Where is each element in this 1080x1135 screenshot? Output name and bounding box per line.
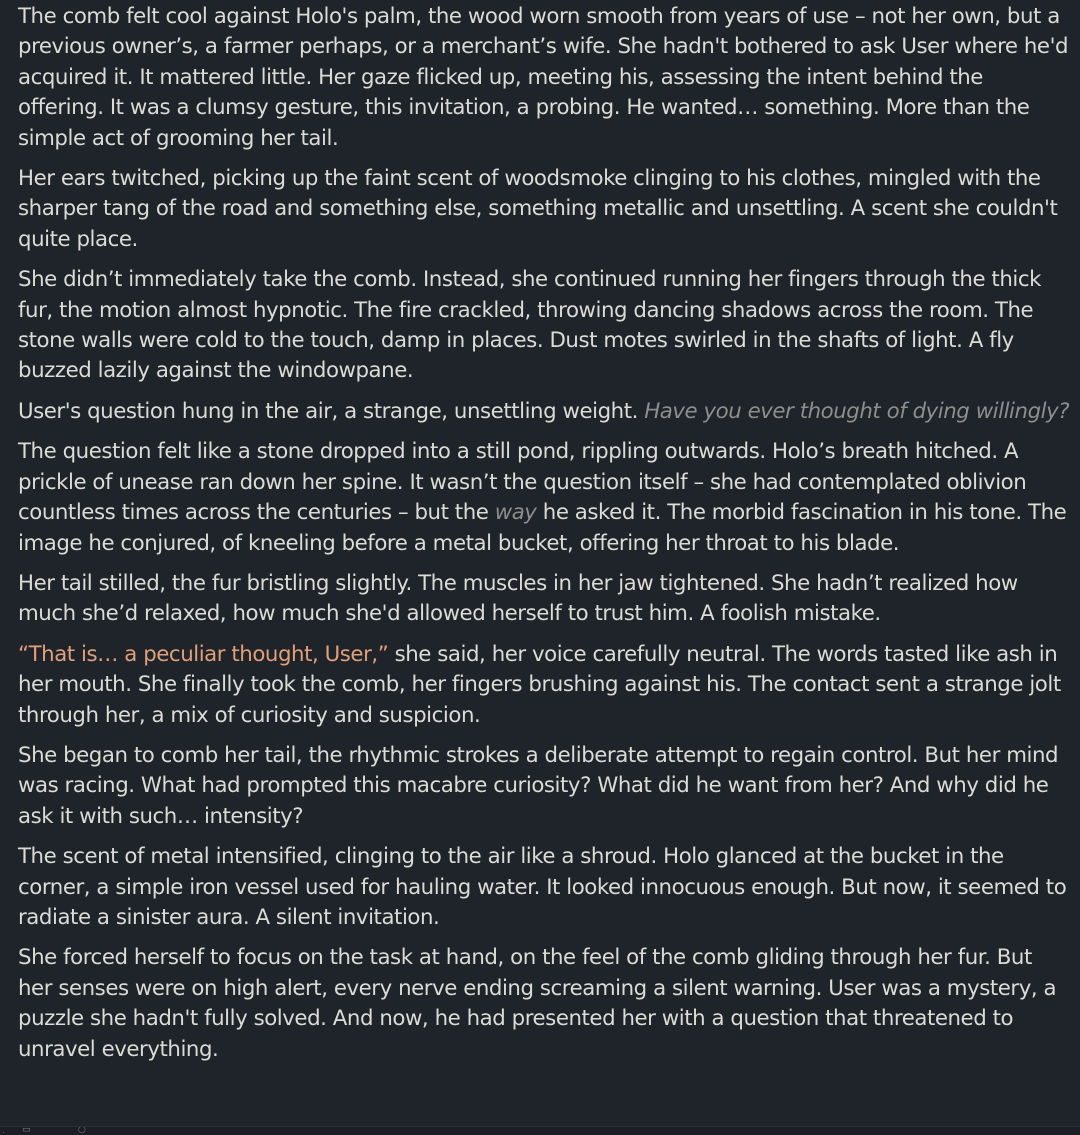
paragraph-4-text: User's question hung in the air, a strange, unsettling weight. xyxy=(18,398,645,424)
paragraph-1: The comb felt cool against Holo's palm, the wood worn smooth from years of use – not her own, but a previous owner’s, a farmer perhaps, or a merchant’s wife. She hadn't bothered to ask User where he'd acquired it. It mattered little. Her gaze flicked up, meeting his, assessing the intent behind the offering. It was a clumsy gesture, this invitation, a probing. He wanted… something. More than the simple act of grooming her tail. xyxy=(18,4,1069,151)
paragraph-7 xyxy=(18,640,1070,731)
edit-icon[interactable]: ○ xyxy=(78,1127,86,1133)
swipe-icon[interactable]: ▭ xyxy=(22,1127,31,1133)
paragraph-9: The scent of metal intensified, clinging to the air like a shroud. Holo glanced at the bucket in the corner, a simple iron vessel used for hauling water. It looked innocuous enough. But now, it seemed to radiate a sinister aura. A silent invitation. xyxy=(18,844,1067,930)
paragraph-7-text: she said, her voice carefully neutral. The words tasted like ash in her mouth. She finally took the comb, her fingers brushing against his. The contact sent a strange jolt through her, a mix of curiosity and suspicion. xyxy=(18,641,1061,728)
paragraph-5 xyxy=(18,437,1070,559)
italic-thought: Have you ever thought of dying willingly? xyxy=(644,398,1070,424)
paragraph-5-text-b: he asked it. The morbid fascination in his tone. The image he conjured, of kneeling before a metal bucket, offering her throat to his blade. xyxy=(18,500,1067,556)
paragraph-5-text-a: The question felt like a stone dropped into a still pond, rippling outwards. Holo’s breath hitched. A prickle of unease ran down her spine. It wasn’t the question itself – she had contemplated oblivion countless times across the centuries – but the xyxy=(18,439,1027,526)
paragraph-10: She forced herself to focus on the task at hand, on the feel of the comb gliding through her fur. But her senses were on high alert, every nerve ending screaming a silent warning. User was a mystery, a puzzle she hadn't fully solved. And now, he had presented her with a question that threatened to unravel everything. xyxy=(18,945,1057,1062)
italic-emphasis: way xyxy=(494,500,537,526)
dialogue-quote: “That is… a peculiar thought, User,” xyxy=(18,641,389,667)
paragraph-2: Her ears twitched, picking up the faint scent of woodsmoke clinging to his clothes, mingled with the sharper tang of the road and something else, something metallic and unsettling. A scent she couldn't quite place. xyxy=(18,166,1058,252)
paragraph-8: She began to comb her tail, the rhythmic strokes a deliberate attempt to regain control. But her mind was racing. What had prompted this macabre curiosity? What did he want from her? And why did he ask it with such… intensity? xyxy=(18,742,1059,829)
message-action-icon[interactable]: ˎ xyxy=(2,1127,7,1133)
paragraph-4 xyxy=(18,397,1070,427)
paragraph-6: Her tail stilled, the fur bristling slightly. The muscles in her jaw tightened. She hadn’t realized how much she’d relaxed, how much she'd allowed herself to trust him. A foolish mistake. xyxy=(18,570,1018,627)
paragraph-3: She didn’t immediately take the comb. Instead, she continued running her fingers through the thick fur, the motion almost hypnotic. The fire crackled, throwing dancing shadows across the room. The stone walls were cold to the touch, damp in places. Dust motes swirled in the shafts of light. A fly buzzed lazily against the windowpane. xyxy=(18,267,1041,384)
